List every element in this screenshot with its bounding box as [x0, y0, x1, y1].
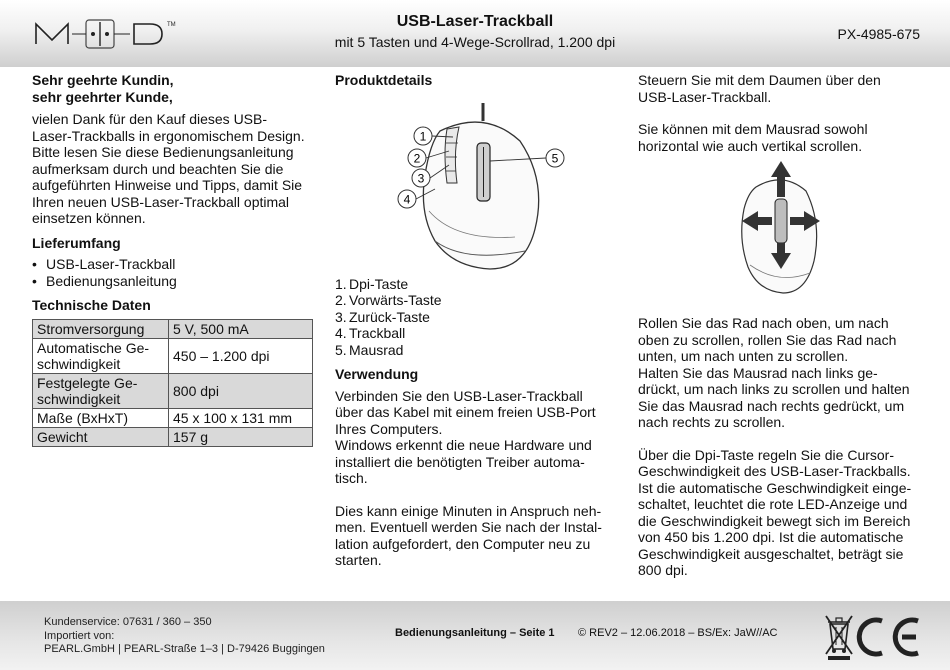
scope-list [32, 256, 317, 289]
usage-heading: Verwendung [335, 366, 419, 382]
table-row [33, 408, 313, 427]
ce-mark-icon [859, 620, 918, 654]
manual-page-label: Bedienungsanleitung – Seite 1 [395, 627, 555, 639]
spec-table [32, 319, 313, 447]
table-row [33, 427, 313, 446]
customer-service-info: Kundenservice: 07631 / 360 – 350 Importiert von: PEARL.GmbH | PEARL-Straße 1–3 | D-79426 Buggingen [44, 616, 325, 655]
spec-value: 800 dpi [169, 373, 313, 408]
document-title: USB-Laser-Trackball [396, 13, 554, 30]
spec-key: Automatische Ge- schwindigkeit [33, 338, 169, 373]
svg-text:3: 3 [417, 171, 425, 185]
revision-label: © REV2 – 12.06.2018 – BS/Ex: JaW//AC [578, 627, 778, 639]
thumb-paragraph: Steuern Sie mit dem Daumen über den USB-Laser-Trackball. [638, 72, 881, 105]
spec-key: Maße (BxHxT) [33, 408, 169, 427]
list-item: 5. Mausrad [335, 341, 404, 358]
document-subtitle: mit 5 Tasten und 4-Wege-Scrollrad, 1.200 dpi [334, 34, 616, 50]
tech-heading: Technische Daten [32, 297, 151, 313]
list-item: 3. Zurück-Taste [335, 308, 430, 325]
list-item: • Bedienungsanleitung [32, 273, 317, 290]
page-footer [0, 601, 950, 670]
spec-key: Stromversorgung [33, 319, 169, 338]
usage-paragraph-2: Dies kann einige Minuten in Anspruch neh- men. Eventuell werden Sie nach der Instal- lation aufgefordert, den Computer neu zu starten. [335, 502, 602, 568]
parts-list [335, 276, 620, 359]
table-row [33, 373, 313, 408]
scroll-wheel-directions-diagram [638, 157, 928, 307]
mid-logo [34, 14, 182, 54]
greeting: Sehr geehrte Kundin, sehr geehrter Kunde, [32, 72, 174, 105]
table-row [33, 319, 313, 338]
list-item: 2. Vorwärts-Taste [335, 292, 442, 308]
spec-value: 45 x 100 x 131 mm [169, 408, 313, 427]
list-item: 1. Dpi-Taste [335, 275, 409, 292]
trackball-mouse-diagram [335, 91, 620, 276]
column-right [638, 70, 928, 579]
svg-text:4: 4 [403, 192, 411, 206]
details-heading: Produktdetails [335, 72, 433, 88]
svg-text:2: 2 [413, 151, 421, 165]
svg-text:TM: TM [167, 22, 176, 28]
column-middle [335, 70, 620, 569]
column-left [32, 70, 317, 447]
page-header [0, 0, 950, 67]
title-block [300, 12, 650, 52]
scroll-paragraph: Sie können mit dem Mausrad sowohl horizontal wie auch vertikal scrollen. [638, 121, 868, 154]
scroll-direction-paragraph: Rollen Sie das Rad nach oben, um nach oben zu scrollen, rollen Sie das Rad nach unten, um nach unten zu scrollen. Halten Sie das Mausrad nach links ge- drückt, um nach links zu scrollen und halten Sie das Mausrad nach rechts gedrückt, um nach rechts zu scrollen. [638, 315, 910, 430]
spec-key: Festgelegte Ge- schwindigkeit [33, 373, 169, 408]
spec-value: 157 g [169, 427, 313, 446]
list-item: 4. Trackball [335, 325, 406, 341]
usage-paragraph-1: Verbinden Sie den USB-Laser-Trackball über das Kabel mit einem freien USB-Port Ihres Computers. Windows erkennt die neue Hardware und installiert die benötigten Treiber automa- tisch. [335, 387, 596, 486]
spec-key: Gewicht [33, 427, 169, 446]
svg-text:5: 5 [551, 151, 559, 165]
table-row [33, 338, 313, 373]
list-item: • USB-Laser-Trackball [32, 256, 317, 273]
dpi-paragraph: Über die Dpi-Taste regeln Sie die Cursor- Geschwindigkeit des USB-Laser-Trackballs. Ist die automatische Geschwindigkeit einge- schaltet, leuchtet die rote LED-Anzeige und die Geschwindigkeit bewegt sich im Bereich von 450 bis 1.200 dpi. Ist die automatische Geschwindigkeit ausgeschaltet, beträgt sie 800 dpi. [638, 446, 912, 578]
compliance-marks [824, 613, 924, 661]
product-code: PX-4985-675 [837, 26, 920, 42]
spec-value: 450 – 1.200 dpi [169, 338, 313, 373]
scope-heading: Lieferumfang [32, 234, 121, 251]
weee-bin-icon [826, 616, 852, 660]
spec-value: 5 V, 500 mA [169, 319, 313, 338]
intro-paragraph: vielen Dank für den Kauf dieses USB- Laser-Trackballs in ergonomischem Design. Bitte lesen Sie diese Bedienungsanleitung aufmerksam durch und beachten Sie die aufgeführten Hinweise und Tipps, damit Sie Ihren neuen USB-Laser-Trackball optimal einsetzen können. [32, 111, 305, 226]
svg-text:1: 1 [419, 129, 427, 143]
